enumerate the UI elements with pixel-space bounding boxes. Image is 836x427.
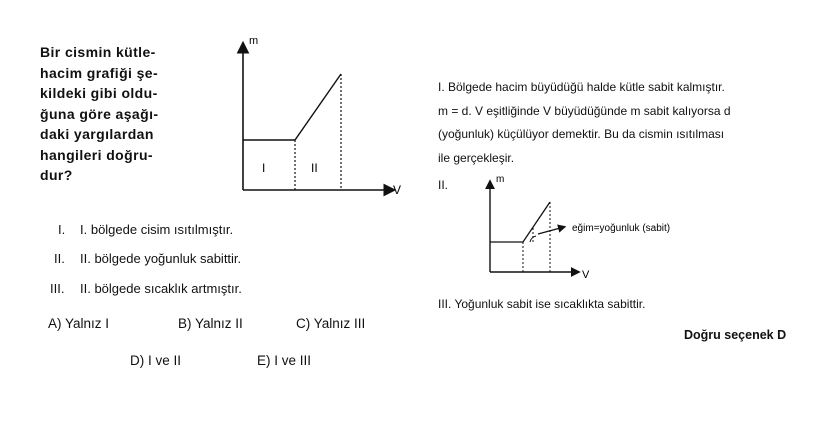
mass-line	[243, 74, 341, 140]
region-1-label: I	[262, 161, 266, 175]
statement-text: II. bölgede sıcaklık artmıştır.	[80, 281, 242, 296]
question-line: ğuna göre aşağı-	[40, 105, 159, 122]
question-line: dur?	[40, 167, 73, 183]
statement-number: III.	[50, 281, 65, 296]
question-line: Bir cismin kütle-	[40, 44, 156, 60]
slope-label: eğim=yoğunluk (sabit)	[572, 223, 671, 234]
solution-line-2: m = d. V eşitliğinde V büyüdüğünde m sabit kalıyorsa d	[438, 104, 731, 118]
x-axis-label: V	[393, 183, 402, 197]
statement-number: II.	[54, 251, 65, 266]
option-e[interactable]: E) I ve III	[257, 353, 312, 368]
y-axis-label: m	[249, 35, 259, 47]
statement-text: I. bölgede cisim ısıtılmıştır.	[80, 222, 234, 237]
statement-text: II. bölgede yoğunluk sabittir.	[80, 251, 242, 266]
mass-line	[490, 202, 550, 242]
option-a[interactable]: A) Yalnız I	[48, 316, 110, 331]
question-line: hacim grafiği şe-	[40, 64, 159, 81]
region-2-label: II	[311, 161, 318, 175]
slope-pointer-arrow	[538, 227, 564, 234]
option-b[interactable]: B) Yalnız II	[178, 316, 243, 331]
statement-3	[50, 281, 242, 296]
x-axis-label: V	[582, 269, 590, 280]
y-axis-label: m	[496, 174, 505, 185]
solution-part-2-label: II.	[438, 178, 449, 192]
solution-line-4: ile gerçekleşir.	[438, 151, 515, 165]
mass-volume-graph	[225, 30, 415, 200]
solution-line-last: III. Yoğunluk sabit ise sıcaklıkta sabittir.	[438, 297, 646, 311]
option-d[interactable]: D) I ve II	[130, 353, 182, 368]
answer-text: Doğru seçenek D	[684, 328, 787, 342]
statement-2	[54, 251, 241, 266]
question-line: hangileri doğru-	[40, 146, 153, 163]
question-line: daki yargılardan	[40, 126, 154, 142]
question-text	[40, 42, 200, 186]
solution-line-1: I. Bölgede hacim büyüdüğü halde kütle sabit kalmıştır.	[438, 80, 725, 94]
statement-number: I.	[58, 222, 66, 237]
question-line: kildeki gibi oldu-	[40, 85, 158, 101]
solution-line-3: (yoğunluk) küçülüyor demektir. Bu da cismin ısıtılması	[438, 127, 725, 141]
statement-1	[58, 222, 233, 237]
option-c[interactable]: C) Yalnız III	[296, 316, 366, 331]
slope-graph	[478, 170, 718, 280]
